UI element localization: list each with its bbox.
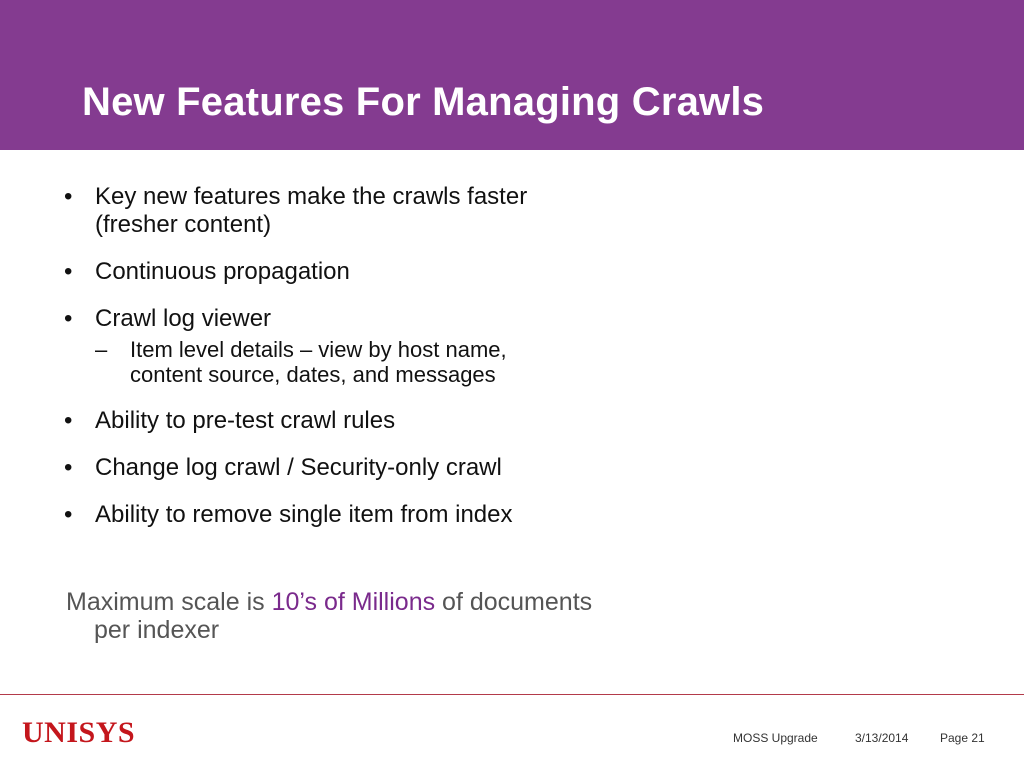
bullet-text: Key new features make the crawls faster bbox=[95, 183, 528, 210]
bullet-marker: • bbox=[64, 454, 73, 481]
bullet-item bbox=[62, 501, 782, 529]
footer-page-number: Page 21 bbox=[940, 731, 985, 745]
bullet-item bbox=[62, 407, 782, 435]
unisys-logo: UNISYS bbox=[22, 716, 136, 749]
title-bar bbox=[0, 0, 1024, 150]
scale-statement bbox=[66, 588, 786, 644]
bullet-marker: • bbox=[64, 258, 73, 285]
bullet-text: Change log crawl / Security-only crawl bbox=[95, 454, 502, 481]
sub-bullet-text: Item level details – view by host name, bbox=[130, 337, 507, 362]
sub-bullet-item bbox=[62, 337, 782, 387]
scale-highlight: 10’s of Millions bbox=[271, 588, 436, 616]
bullet-text: Crawl log viewer bbox=[95, 305, 272, 332]
footer-date: 3/13/2014 bbox=[855, 731, 909, 745]
bullet-item bbox=[62, 305, 782, 333]
bullet-item bbox=[62, 183, 782, 239]
scale-suffix: of documents bbox=[435, 588, 593, 616]
bullet-item bbox=[62, 258, 782, 286]
scale-continued: per indexer bbox=[94, 616, 220, 644]
bullet-marker: • bbox=[64, 407, 73, 434]
bullet-marker: • bbox=[64, 183, 73, 210]
bullet-marker: • bbox=[64, 501, 73, 528]
sub-bullet-text-continued: content source, dates, and messages bbox=[130, 362, 496, 387]
bullet-item bbox=[62, 454, 782, 482]
bullet-text: Ability to pre-test crawl rules bbox=[95, 407, 396, 434]
bullet-marker: • bbox=[64, 305, 73, 332]
footer-divider bbox=[0, 694, 1024, 695]
sub-bullet-marker: – bbox=[95, 337, 108, 362]
bullet-text: Continuous propagation bbox=[95, 258, 350, 285]
bullet-text: Ability to remove single item from index bbox=[95, 501, 513, 528]
bullet-list bbox=[62, 183, 782, 548]
bullet-text-continued: (fresher content) bbox=[95, 211, 272, 238]
scale-prefix: Maximum scale is bbox=[66, 588, 272, 616]
footer-presentation-name: MOSS Upgrade bbox=[733, 731, 818, 745]
slide-title: New Features For Managing Crawls bbox=[82, 80, 765, 124]
